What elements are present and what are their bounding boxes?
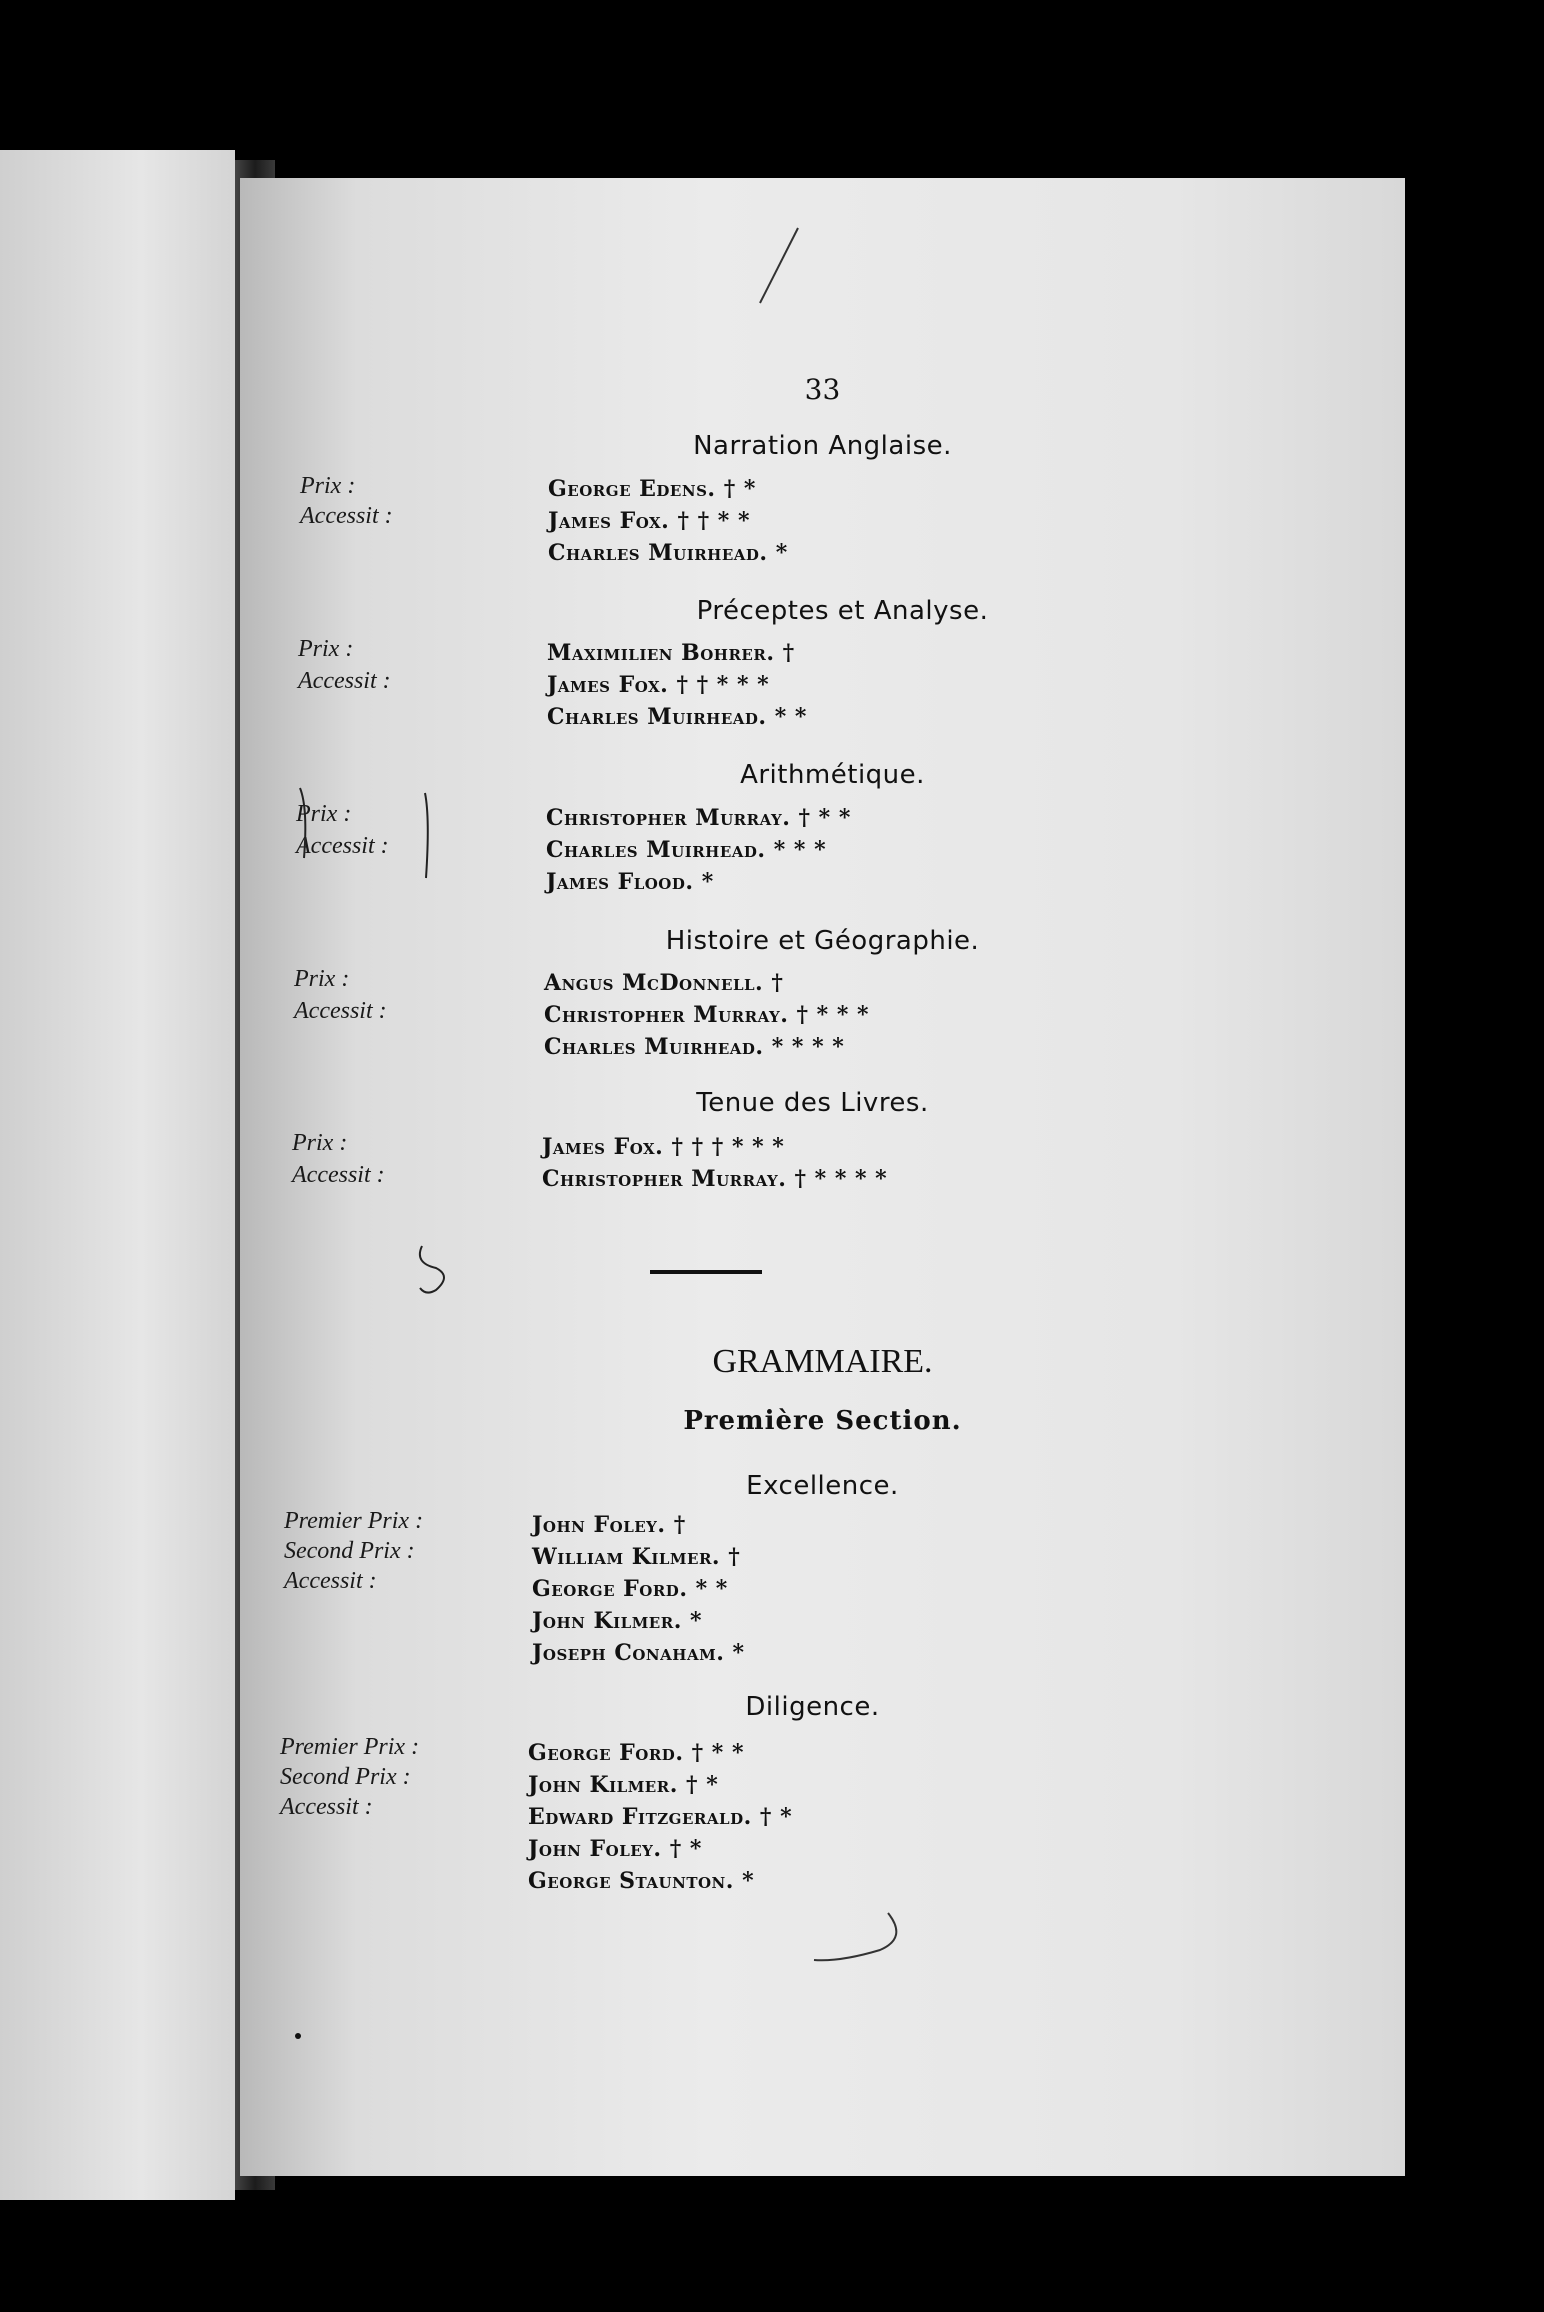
premiere-section-heading: Première Section.: [683, 1406, 962, 1436]
accessit-label: Accessit :: [292, 1162, 385, 1188]
prix-label: Prix :: [300, 473, 356, 499]
winner-name: Joseph Conaham. *: [532, 1640, 745, 1666]
winner-name: George Edens. † *: [548, 476, 756, 502]
accessit-label: Accessit :: [294, 998, 387, 1024]
winner-name: Christopher Murray. † * *: [546, 805, 851, 831]
winner-name: John Foley. †: [532, 1512, 686, 1538]
winner-name: James Fox. † † * *: [548, 508, 750, 534]
winner-name: William Kilmer. †: [532, 1544, 741, 1570]
accessit-label: Accessit :: [296, 833, 389, 859]
winner-name: George Staunton. *: [528, 1868, 755, 1894]
section-title-narration: Narration Anglaise.: [693, 431, 952, 461]
page-number: 33: [804, 373, 841, 406]
winner-name: John Kilmer. *: [532, 1608, 703, 1634]
winner-name: Edward Fitzgerald. † *: [528, 1804, 793, 1830]
winner-name: George Ford. † * *: [528, 1740, 744, 1766]
second-prix-label: Second Prix :: [284, 1538, 415, 1564]
winner-name: Charles Muirhead. *: [548, 540, 788, 566]
accessit-label: Accessit :: [298, 668, 391, 694]
winner-name: Christopher Murray. † * * *: [544, 1002, 870, 1028]
section-title-preceptes: Préceptes et Analyse.: [696, 596, 989, 626]
winner-name: Charles Muirhead. * * * *: [544, 1034, 845, 1060]
winner-name: Christopher Murray. † * * * *: [542, 1166, 888, 1192]
section-title-tenue: Tenue des Livres.: [696, 1088, 929, 1118]
winner-name: Maximilien Bohrer. †: [547, 640, 795, 666]
winner-name: Charles Muirhead. * * *: [546, 837, 827, 863]
premier-prix-label: Premier Prix :: [284, 1508, 424, 1534]
section-title-histoire: Histoire et Géographie.: [665, 926, 980, 956]
prix-label: Prix :: [294, 966, 350, 992]
premier-prix-label: Premier Prix :: [280, 1734, 420, 1760]
winner-name: John Kilmer. † *: [528, 1772, 719, 1798]
grammaire-heading: GRAMMAIRE.: [712, 1343, 933, 1380]
winner-name: James Fox. † † † * * *: [542, 1134, 785, 1160]
winner-name: George Ford. * *: [532, 1576, 728, 1602]
section-title-arithmetique: Arithmétique.: [740, 760, 925, 790]
prix-label: Prix :: [296, 801, 352, 827]
accessit-label: Accessit :: [300, 503, 393, 529]
section-title-diligence: Diligence.: [745, 1692, 880, 1722]
facing-page-edge: [0, 150, 235, 2200]
prix-label: Prix :: [298, 636, 354, 662]
winner-name: Charles Muirhead. * *: [547, 704, 807, 730]
document-page: [240, 178, 1405, 2176]
winner-name: James Fox. † † * * *: [547, 672, 770, 698]
handwritten-annotations: [240, 178, 1405, 2176]
winner-name: James Flood. *: [546, 869, 714, 895]
prix-label: Prix :: [292, 1130, 348, 1156]
second-prix-label: Second Prix :: [280, 1764, 411, 1790]
winner-name: John Foley. † *: [528, 1836, 702, 1862]
accessit-label: Accessit :: [284, 1568, 377, 1594]
section-title-excellence: Excellence.: [746, 1471, 899, 1501]
winner-name: Angus McDonnell. †: [544, 970, 784, 996]
accessit-label: Accessit :: [280, 1794, 373, 1820]
